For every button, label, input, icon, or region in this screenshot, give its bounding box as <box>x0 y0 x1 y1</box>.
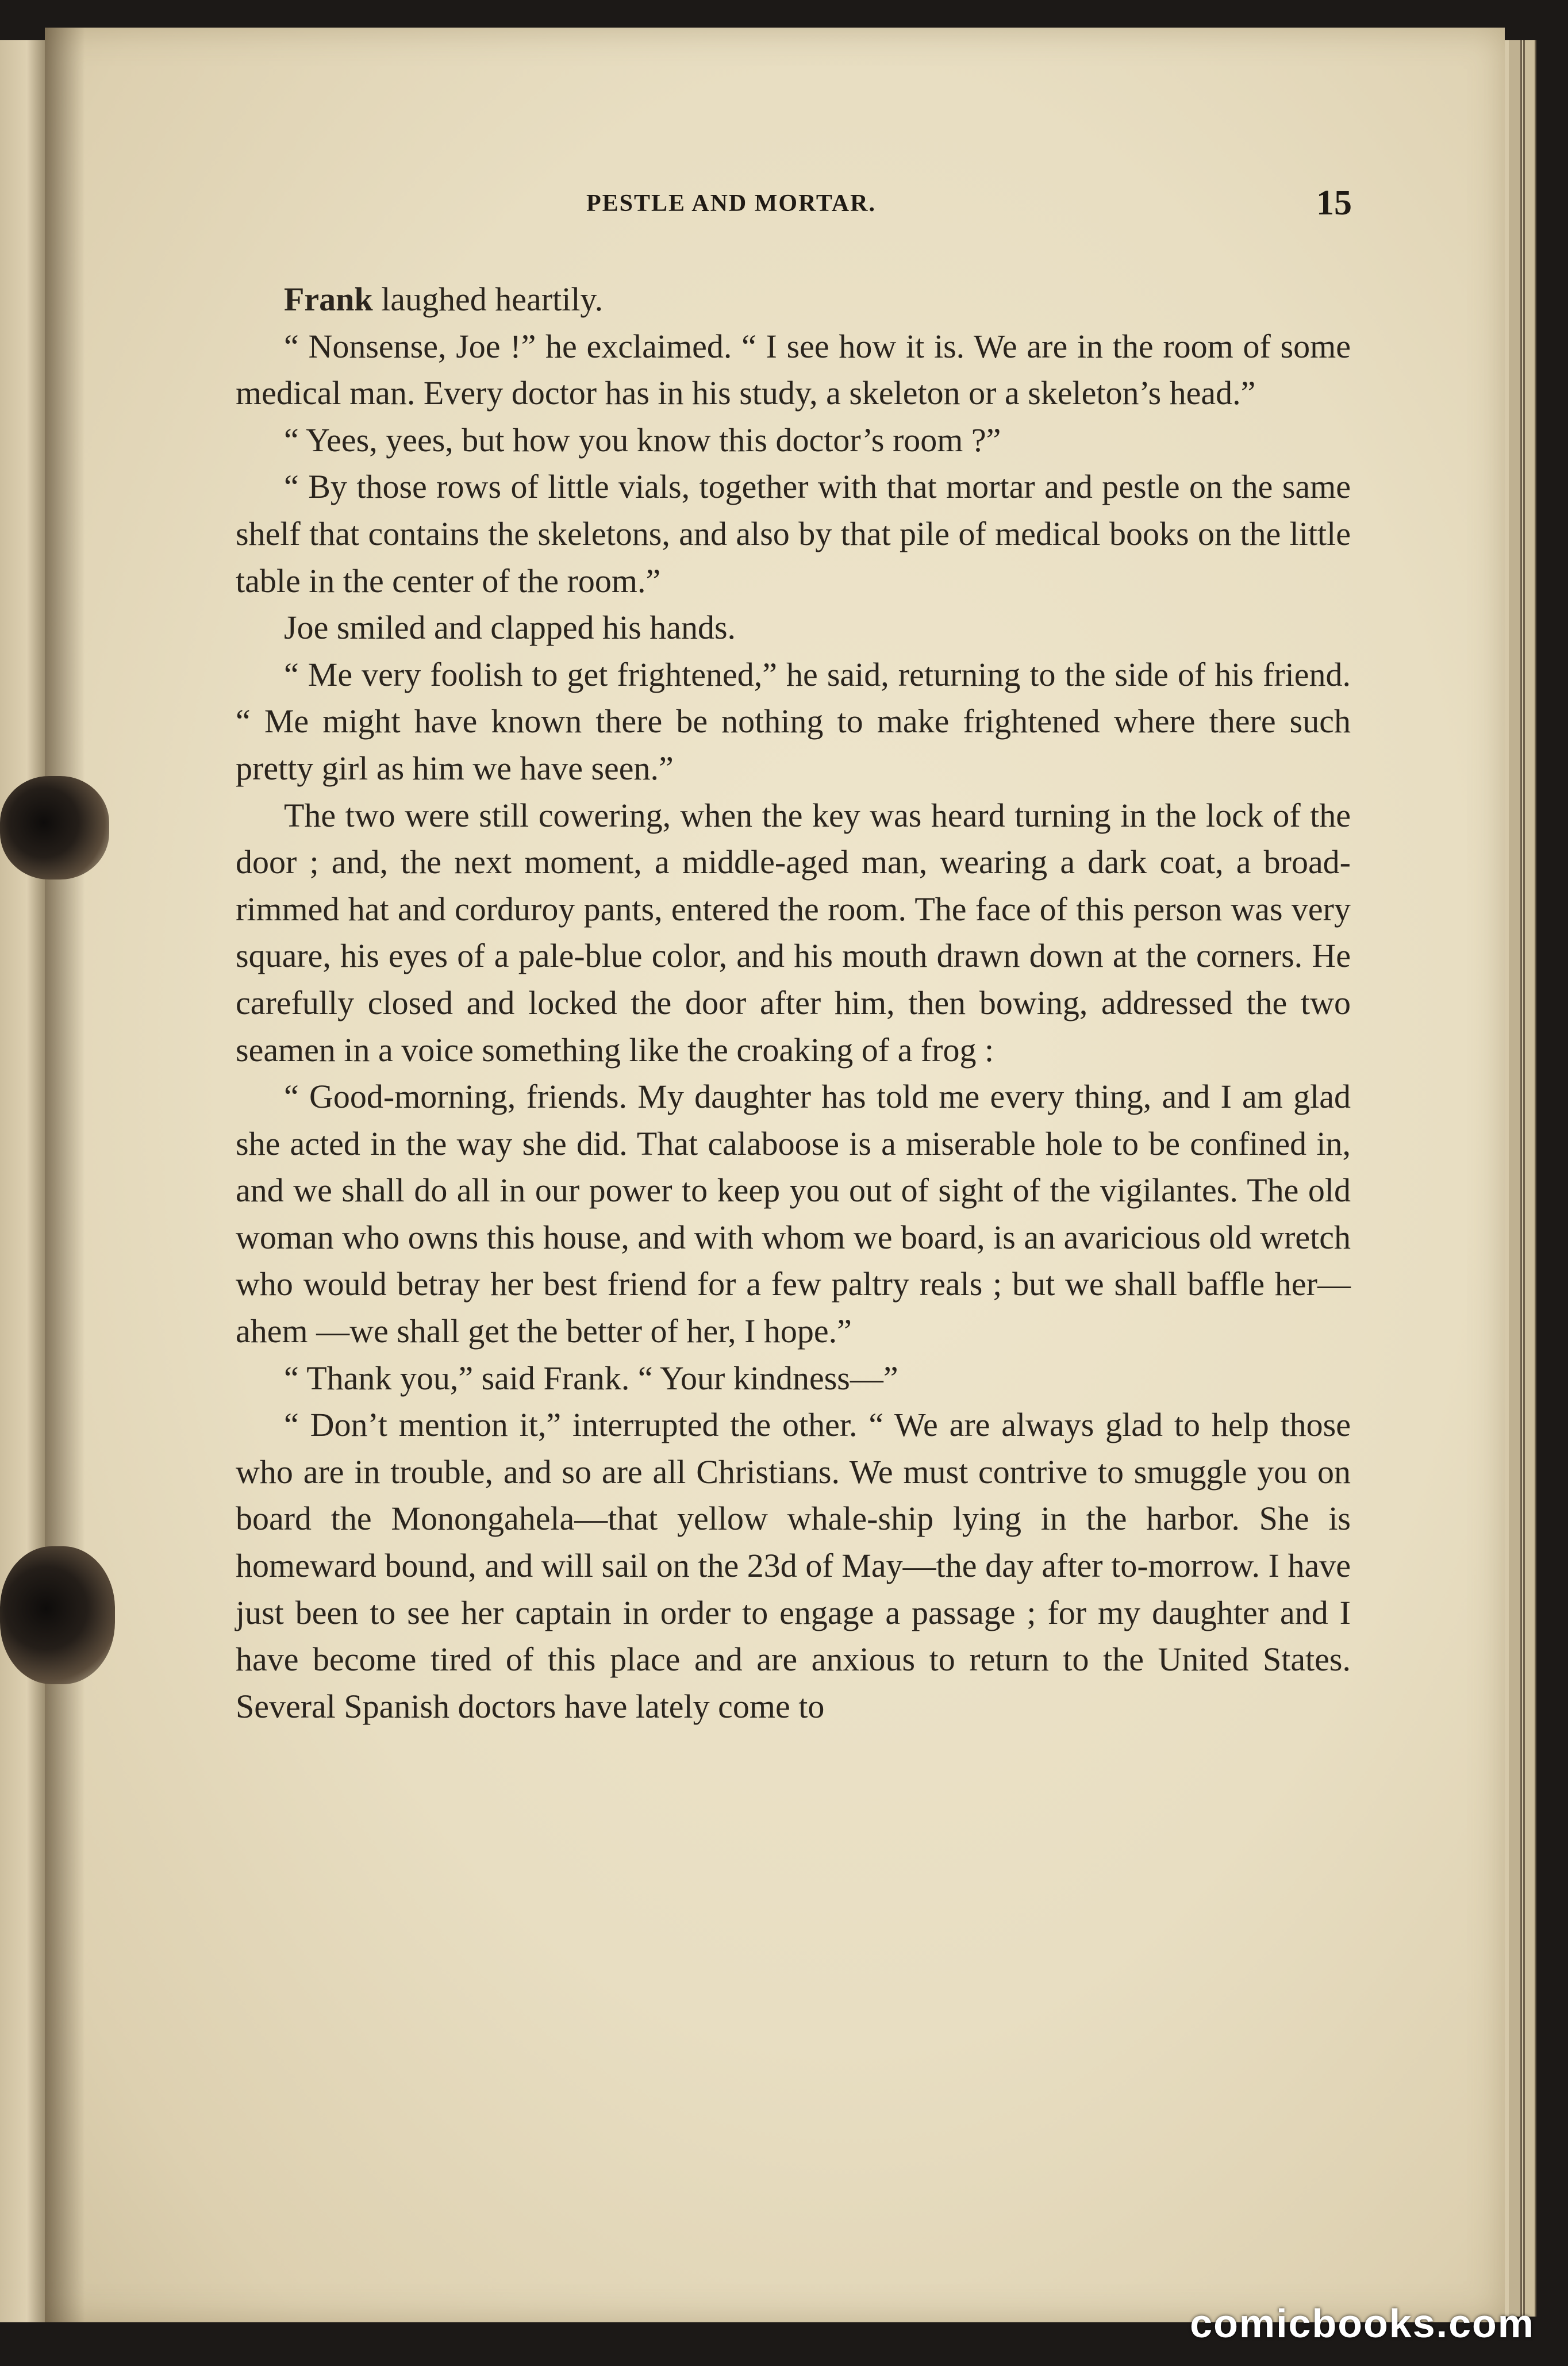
paragraph: “ By those rows of little vials, together with that mortar and pestle on the same shelf that contains the skeletons, and also by that pile of medical books on the little table in the center of the room.” <box>236 468 1351 600</box>
paragraph: “ Don’t mention it,” interrupted the other. “ We are always glad to help those who are in trouble, and so are all Christians. We must contrive to smuggle you on board the Monongahela—that yellow whale-ship lying in the harbor. She is homeward bound, and will sail on the 23d of May—the day after to-morrow. I have just been to see her captain in order to engage a passage ; for my daughter and I have become tired of this place and are anxious to return to the United States. Several Spanish doctors have lately come to <box>236 1406 1351 1725</box>
paragraph: “ Me very foolish to get frightened,” he said, returning to the side of his friend. “ Me might have known there be nothing to make frightened where there such pretty girl as him we have seen.” <box>236 655 1351 787</box>
watermark: comicbooks.com <box>1190 2301 1535 2346</box>
page-gutter-shadow <box>45 28 85 2322</box>
paragraph: “ Good-morning, friends. My daughter has told me every thing, and I am glad she acted in the way she did. That calaboose is a miserable hole to be confined in, and we shall do all in our power to keep you out of sight of the vigilantes. The old woman who owns this house, and with whom we board, is an avaricious old wretch who would betray her best friend for a few paltry reals ; but we shall baffle her—ahem —we shall get the better of her, I hope.” <box>236 1078 1351 1350</box>
body-text <box>236 276 1351 1730</box>
paragraph: “ Nonsense, Joe !” he exclaimed. “ I see how it is. We are in the room of some medical man. Every doctor has in his study, a skeleton or a skeleton’s head.” <box>236 327 1351 412</box>
left-page-edge <box>0 40 45 2322</box>
page-stack-edge <box>1509 40 1522 2317</box>
page-number: 15 <box>1316 183 1352 222</box>
paragraph: Joe smiled and clapped his hands. <box>284 609 736 647</box>
running-head: PESTLE AND MORTAR. <box>586 190 876 217</box>
paragraph: “ Thank you,” said Frank. “ Your kindness—” <box>284 1359 898 1397</box>
paragraph <box>236 276 1351 323</box>
binding-hole <box>0 1546 115 1684</box>
paragraph: “ Yees, yees, but how you know this doctor’s room ?” <box>284 421 1001 459</box>
paragraph: The two were still cowering, when the key was heard turning in the lock of the door ; and, the next moment, a middle-aged man, wearing a dark coat, a broad-rimmed hat and corduroy pants, entered the room. The face of this person was very square, his eyes of a pale-blue color, and his mouth drawn down at the corners. He carefully closed and locked the door after him, then bowing, addressed the two seamen in a voice something like the croaking of a frog : <box>236 796 1351 1069</box>
binding-hole <box>0 776 109 879</box>
paragraph-text: laughed heartily. <box>372 281 604 318</box>
paragraph-lead: Frank <box>284 281 373 318</box>
